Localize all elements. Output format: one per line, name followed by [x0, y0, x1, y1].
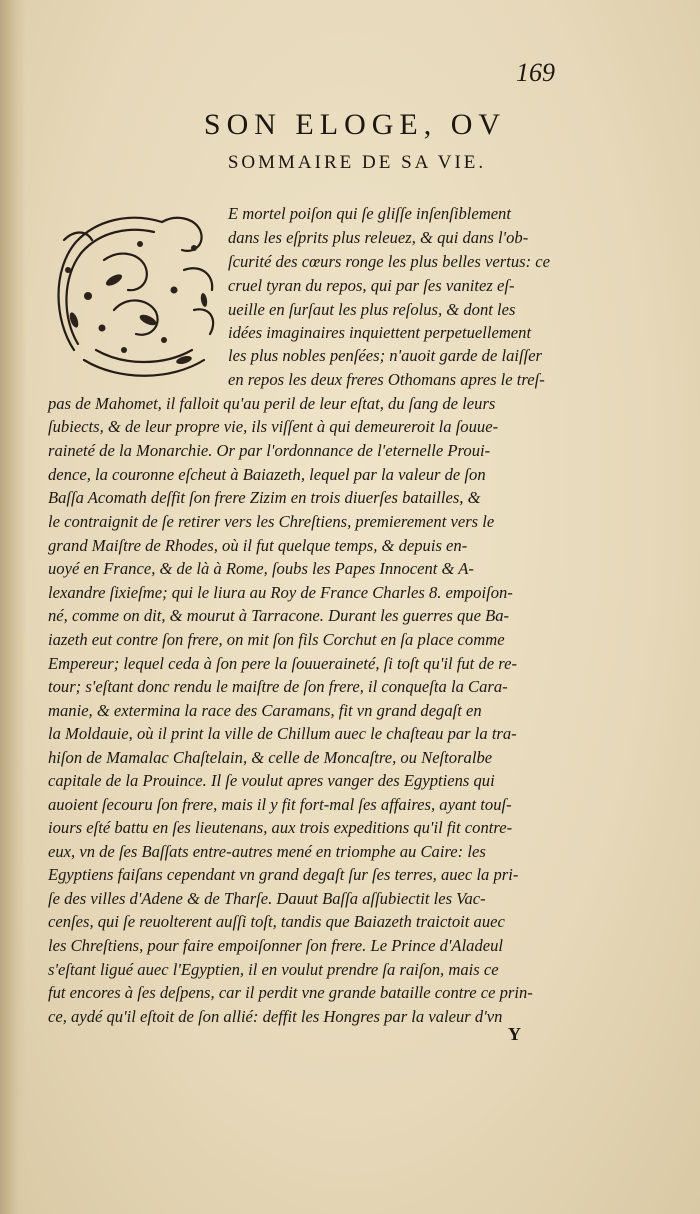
text-line: le contraignit de ſe retirer vers les Chreſtiens, premierement vers le	[48, 512, 495, 531]
page-number: 169	[516, 58, 555, 87]
text-line: dence, la couronne eſcheut à Baiazeth, lequel par la valeur de ſon	[48, 465, 486, 484]
text-line: capitale de la Prouince. Il ſe voulut apres vanger des Egyptiens qui	[48, 771, 495, 790]
text-line: fut encores à ſes deſpens, car il perdit vne grande bataille contre ce prin-	[48, 983, 533, 1002]
text-line: eux, vn de ſes Baſſats entre-autres mené en triomphe au Caire: les	[48, 842, 486, 861]
text-line: en repos les deux freres Othomans apres le treſ-	[228, 370, 545, 389]
text-line: iazeth eut contre ſon frere, on mit ſon fils Corchut en ſa place comme	[48, 630, 505, 649]
text-line: ſubiects, & de leur propre vie, ils viſſent à qui demeureroit la ſouue-	[48, 417, 499, 436]
page-gutter-shadow	[0, 0, 26, 1214]
text-line: E mortel poiſon qui ſe gliſſe inſenſiblement	[228, 204, 511, 223]
text-line: hiſon de Mamalac Chaſtelain, & celle de Moncaſtre, ou Neſtoralbe	[48, 748, 493, 767]
text-line: ce, aydé qu'il eſtoit de ſon allié: deffit les Hongres par la valeur d'vn	[48, 1007, 503, 1026]
text-line: les plus nobles penſées; n'auoit garde de laiſſer	[228, 346, 543, 365]
text-line: né, comme on dit, & mourut à Tarracone. Durant les guerres que Ba-	[48, 606, 510, 625]
text-line: pas de Mahomet, il falloit qu'au peril de leur eſtat, du ſang de leurs	[48, 394, 496, 413]
text-line: manie, & extermina la race des Caramans, fit vn grand degaſt en	[48, 701, 482, 720]
chapter-subtitle: SOMMAIRE DE SA VIE.	[227, 152, 487, 173]
text-line: cruel tyran du repos, qui par ſes vanitez eſ-	[228, 276, 515, 295]
text-line: ſe des villes d'Adene & de Tharſe. Dauut Baſſa aſſubiectit les Vac-	[48, 889, 486, 908]
text-line: ſcurité des cœurs ronge les plus belles vertus: ce	[228, 252, 550, 271]
ornate-initial-c-icon	[44, 200, 222, 388]
text-line: raineté de la Monarchie. Or par l'ordonnance de l'eternelle Proui-	[48, 441, 491, 460]
text-line: Baſſa Acomath deſfit ſon frere Zizim en trois diuerſes batailles, &	[48, 488, 481, 507]
text-line: Empereur; lequel ceda à ſon pere la ſouueraineté, ſi toſt qu'il fut de re-	[48, 654, 517, 673]
text-line: iours eſté battu en ſes lieutenans, aux trois expeditions qu'il fit contre-	[48, 818, 513, 837]
text-line: lexandre ſixieſme; qui le liura au Roy de France Charles 8. empoiſon-	[48, 583, 513, 602]
text-line: cenſes, qui ſe reuolterent auſſi toſt, tandis que Baiazeth traictoit auec	[48, 912, 505, 931]
text-line: grand Maiſtre de Rhodes, où il fut quelque temps, & depuis en-	[48, 536, 468, 555]
text-line: tour; s'eſtant donc rendu le maiſtre de ſon frere, il conqueſta la Cara-	[48, 677, 508, 696]
text-line: auoient ſecouru ſon frere, mais il y fit fort-mal ſes affaires, ayant touſ-	[48, 795, 512, 814]
text-line: dans les eſprits plus releuez, & qui dans l'ob-	[228, 228, 529, 247]
text-line: uoyé en France, & de là à Rome, ſoubs les Papes Innocent & A-	[48, 559, 474, 578]
text-line: les Chreſtiens, pour faire empoiſonner ſon frere. Le Prince d'Aladeul	[48, 936, 504, 955]
text-line: idées imaginaires inquiettent perpetuellement	[228, 323, 532, 342]
chapter-title: SON ELOGE, OV	[203, 108, 507, 141]
signature-mark: Y	[508, 1024, 521, 1044]
text-line: ueille en ſurſaut les plus reſolus, & dont les	[228, 300, 516, 319]
text-line: la Moldauie, où il print la ville de Chillum auec le chaſteau par la tra-	[48, 724, 517, 743]
text-line: s'eſtant ligué auec l'Egyptien, il en voulut prendre ſa raiſon, mais ce	[48, 960, 499, 979]
text-line: Egyptiens faiſans cependant vn grand degaſt ſur ſes terres, auec la pri-	[48, 865, 519, 884]
